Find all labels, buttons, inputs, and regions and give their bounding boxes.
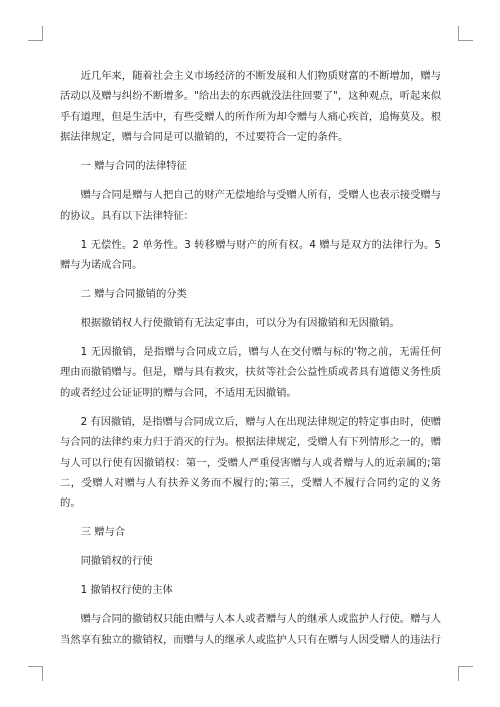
paragraph-classification: 根据撤销权人行使撤销有无法定事由，可以分为有因撤销和无因撤销。 — [80, 317, 400, 330]
paragraph-definition: 赠与合同是赠与人把自己的财产无偿地给与受赠人所有，受赠人也表示接受赠与的协议。具有以下法律特征： — [60, 189, 441, 222]
section-heading-3-continued: 同撤销权的行使 — [80, 555, 153, 568]
crop-mark-top-left — [28, 26, 43, 41]
paragraph-intro: 近几年来，随着社会主义市场经济的不断发展和人们物质财富的不断增加，赠与活动以及赠与纠纷不断增多。"给出去的东西就没法往回要了"，这种观点，听起来似乎有道理，但是生活中，有些受赠人的所作所为却令赠与人痛心疾首，追悔莫及。根据法律规定，赠与合同是可以撤销的，不过要符合一定的条件。 — [60, 70, 441, 144]
paragraph-cause-revocation: 2 有因撤销，是指赠与合同成立后，赠与人在出现法律规定的特定事由时，使赠与合同的法律约束力归于消灭的行为。根据法律规定，受赠人有下列情形之一的，赠与人可以行使有因撤销权：第一，受赠人严重侵害赠与人或者赠与人的近亲属的;第二，受赠人对赠与人有扶养义务而不履行的;第三，受赠人不履行合同约定的义务的。 — [60, 415, 441, 510]
paragraph-subject: 赠与合同的撤销权只能由赠与人本人或者赠与人的继承人或监护人行使。赠与人当然享有独立的撤销权，而赠与人的继承人或监护人只有在赠与人因受赠人的违法行 — [60, 613, 441, 646]
section-heading-2: 二 赠与合同撤销的分类 — [80, 288, 187, 301]
subheading-subject: 1 撤销权行使的主体 — [80, 584, 173, 597]
section-heading-1: 一 赠与合同的法律特征 — [80, 160, 187, 173]
paragraph-features: 1 无偿性。2 单务性。3 转移赠与财产的所有权。4 赠与是双方的法律行为。5 赠与为诺成合同。 — [60, 238, 441, 272]
document-body — [60, 66, 441, 659]
crop-mark-bottom-left — [28, 666, 43, 681]
section-heading-3: 三 赠与合 — [80, 526, 126, 539]
paragraph-no-cause-revocation: 1 无因撤销，是指赠与合同成立后，赠与人在交付赠与标的'物之前，无需任何理由而撤销赠与。但是，赠与具有救灾，扶贫等社会公益性质或者具有道德义务性质的或者经过公证证明的赠与合同，不适用无因撤销。 — [60, 346, 441, 399]
crop-mark-bottom-right — [458, 666, 473, 681]
crop-mark-top-right — [458, 26, 473, 41]
